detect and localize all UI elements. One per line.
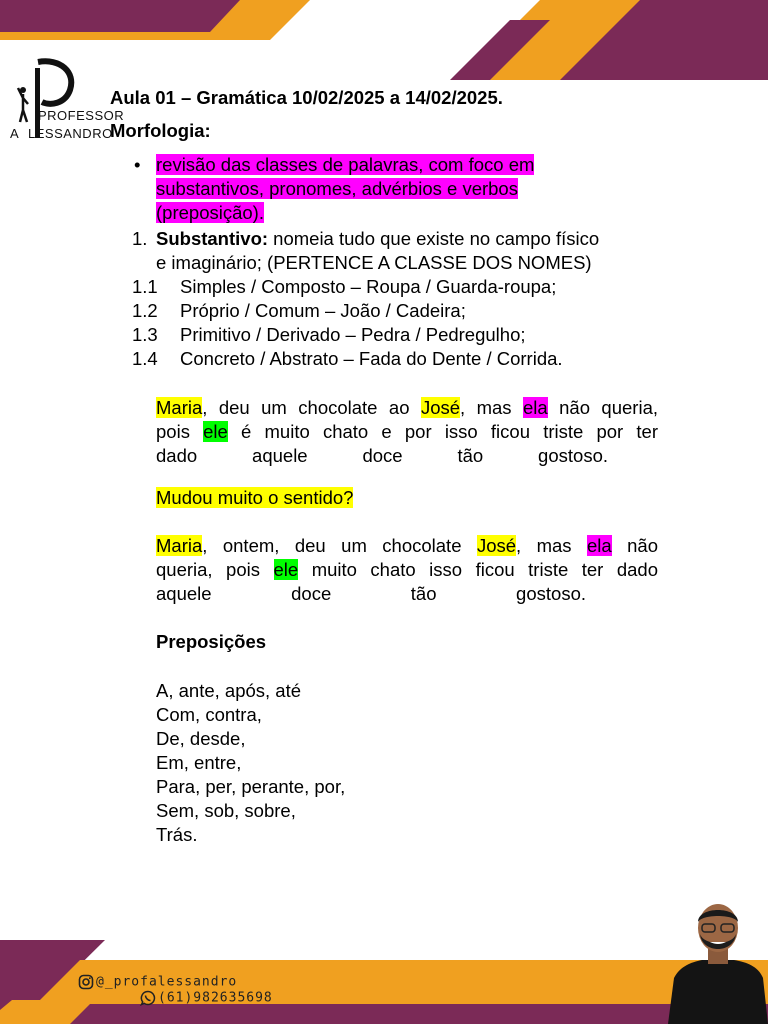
text-run: não queria, bbox=[547, 397, 658, 418]
lesson-title: Aula 01 – Gramática 10/02/2025 a 14/02/2025. bbox=[110, 87, 503, 108]
paragraph-2-line-1 bbox=[156, 534, 658, 558]
logo-professor-text: PROFESSOR bbox=[38, 108, 125, 123]
text-run: , mas bbox=[460, 397, 523, 418]
whatsapp-phone-text: (61)982635698 bbox=[158, 990, 273, 1006]
section-title: Morfologia: bbox=[110, 120, 211, 141]
highlight-green: ele bbox=[273, 559, 299, 580]
preposition-line: Para, per, perante, por, bbox=[156, 776, 346, 797]
professor-logo bbox=[8, 58, 125, 148]
subitem-text: Simples / Composto – Roupa / Guarda-roupa; bbox=[180, 276, 557, 297]
text-run: , ontem, deu um chocolate bbox=[202, 535, 477, 556]
instagram-handle bbox=[78, 974, 237, 990]
text-run: muito chato isso ficou triste ter dado bbox=[298, 559, 658, 580]
top-purple-band bbox=[0, 0, 240, 32]
text-run: , mas bbox=[516, 535, 587, 556]
highlight-yellow: Maria bbox=[156, 535, 203, 556]
subitem-text: Próprio / Comum – João / Cadeira; bbox=[180, 300, 466, 321]
highlight-yellow: Mudou muito o sentido? bbox=[156, 487, 354, 508]
bottom-purple-band bbox=[70, 1004, 768, 1024]
teacher-photo bbox=[668, 900, 768, 1024]
preposition-line: Em, entre, bbox=[156, 752, 242, 773]
preposition-line: A, ante, após, até bbox=[156, 680, 302, 701]
subitem-text: Concreto / Abstrato – Fada do Dente / Corrida. bbox=[180, 348, 563, 369]
item-term: Substantivo: bbox=[156, 228, 269, 249]
prepositions-heading: Preposições bbox=[156, 631, 267, 652]
highlight-yellow: José bbox=[420, 397, 461, 418]
item-number: 1. bbox=[132, 228, 148, 249]
instagram-handle-text: @_profalessandro bbox=[96, 974, 238, 990]
paragraph-1-line-3: dado aquele doce tão gostoso. bbox=[156, 445, 608, 466]
bullet-marker: • bbox=[134, 154, 141, 175]
highlight-magenta: ela bbox=[522, 397, 548, 418]
preposition-line: Trás. bbox=[156, 824, 198, 845]
item-line-2: e imaginário; (PERTENCE A CLASSE DOS NOMES) bbox=[156, 252, 592, 273]
bullet-line-1 bbox=[156, 153, 534, 177]
highlight-magenta: revisão das classes de palavras, com foco em bbox=[156, 154, 535, 175]
highlight-yellow: Maria bbox=[156, 397, 203, 418]
subitem-text: Primitivo / Derivado – Pedra / Pedregulho; bbox=[180, 324, 526, 345]
highlight-yellow: José bbox=[476, 535, 517, 556]
preposition-line: Sem, sob, sobre, bbox=[156, 800, 296, 821]
subitem-number: 1.4 bbox=[132, 348, 158, 369]
highlight-magenta: substantivos, pronomes, advérbios e verbos bbox=[156, 178, 518, 199]
bullet-line-2 bbox=[156, 177, 518, 201]
bullet-line-3 bbox=[156, 201, 264, 225]
subitem-number: 1.2 bbox=[132, 300, 158, 321]
paragraph-2-line-3: aquele doce tão gostoso. bbox=[156, 583, 586, 604]
text-run: queria, pois bbox=[156, 559, 274, 580]
text-run: pois bbox=[156, 421, 204, 442]
whatsapp-phone bbox=[140, 990, 273, 1006]
paragraph-1-line-2 bbox=[156, 420, 658, 444]
item-line-1 bbox=[156, 227, 599, 251]
highlight-magenta: (preposição). bbox=[156, 202, 264, 223]
whatsapp-icon bbox=[140, 990, 156, 1006]
text-run: não bbox=[611, 535, 659, 556]
item-desc: nomeia tudo que existe no campo físico bbox=[268, 228, 600, 249]
question-line bbox=[156, 486, 353, 510]
preposition-line: De, desde, bbox=[156, 728, 246, 749]
highlight-green: ele bbox=[203, 421, 228, 442]
instagram-icon bbox=[78, 974, 94, 990]
highlight-magenta: ela bbox=[587, 535, 612, 556]
logo-initial-a: A bbox=[10, 126, 20, 141]
subitem-number: 1.3 bbox=[132, 324, 158, 345]
paragraph-2-line-2 bbox=[156, 558, 658, 582]
subitem-number: 1.1 bbox=[132, 276, 158, 297]
logo-lessandro-text: LESSANDRO bbox=[28, 126, 113, 141]
text-run: , deu um chocolate ao bbox=[202, 397, 421, 418]
preposition-line: Com, contra, bbox=[156, 704, 262, 725]
paragraph-1-line-1 bbox=[156, 396, 658, 420]
text-run: é muito chato e por isso ficou triste por ter bbox=[227, 421, 659, 442]
